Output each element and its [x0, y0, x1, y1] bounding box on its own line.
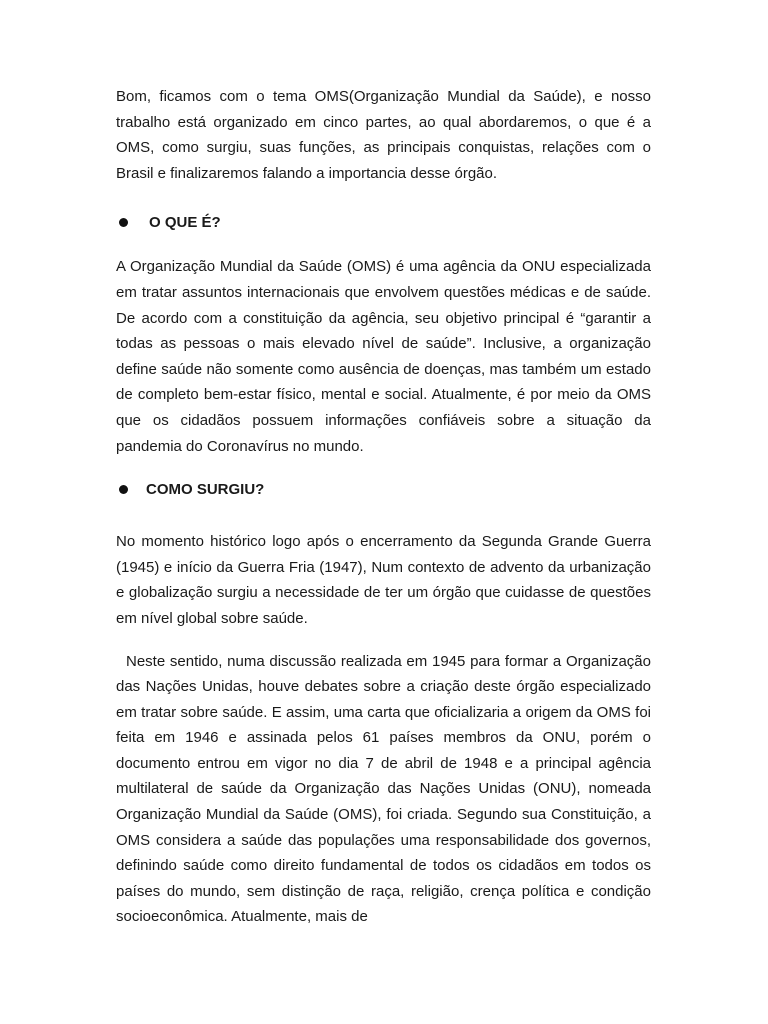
- section-heading-o-que-e: [116, 210, 651, 234]
- heading-text: O QUE É?: [149, 213, 221, 231]
- document-page: [116, 84, 651, 930]
- section-heading-como-surgiu: [116, 477, 651, 501]
- bullet-icon: [119, 218, 128, 227]
- section-como-surgiu-paragraph-1: No momento histórico logo após o encerramento da Segunda Grande Guerra (1945) e início da Guerra Fria (1947), Num contexto de advento da urbanização e globalização surgiu a necessidade de ter um órgão que cuidasse de questões em nível global sobre saúde.: [116, 533, 651, 627]
- heading-text: COMO SURGIU?: [146, 480, 265, 498]
- bullet-icon: [119, 485, 128, 494]
- section-como-surgiu-paragraph-2: Neste sentido, numa discussão realizada em 1945 para formar a Organização das Nações Unidas, houve debates sobre a criação deste órgão especializado em tratar sobre saúde. E assim, uma carta que oficializaria a origem da OMS foi feita em 1946 e assinada pelos 61 países membros da ONU, porém o documento entrou em vigor no dia 7 de abril de 1948 e a principal agência multilateral de saúde da Organização das Nações Unidas (ONU), nomeada Organização Mundial da Saúde (OMS), foi criada. Segundo sua Constituição, a OMS considera a saúde das populações uma responsabilidade dos governos, definindo saúde como direito fundamental de todos os cidadãos em todos os países do mundo, sem distinção de raça, religião, crença política e condição socioeconômica. Atualmente, mais de: [116, 652, 651, 926]
- section-o-que-e-paragraph: A Organização Mundial da Saúde (OMS) é uma agência da ONU especializada em tratar assuntos internacionais que envolvem questões médicas e de saúde. De acordo com a constituição da agência, seu objetivo principal é “garantir a todas as pessoas o mais elevado nível de saúde”. Inclusive, a organização define saúde não somente como ausência de doenças, mas também um estado de completo bem-estar físico, mental e social. Atualmente, é por meio da OMS que os cidadãos possuem informações confiáveis sobre a situação da pandemia do Coronavírus no mundo.: [116, 258, 651, 455]
- intro-paragraph: Bom, ficamos com o tema OMS(Organização Mundial da Saúde), e nosso trabalho está organizado em cinco partes, ao qual abordaremos, o que é a OMS, como surgiu, suas funções, as principais conquistas, relações com o Brasil e finalizaremos falando a importancia desse órgão.: [116, 88, 651, 182]
